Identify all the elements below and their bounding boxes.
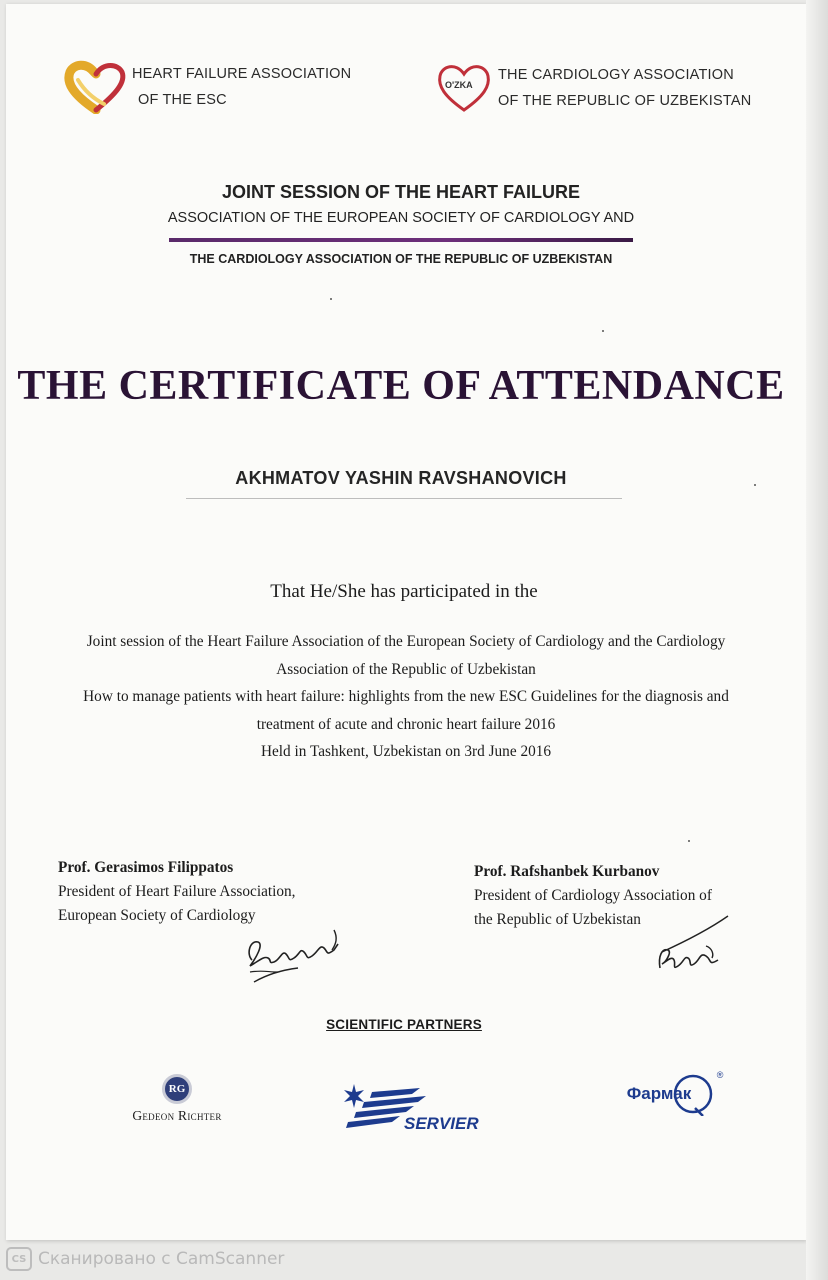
paper-speck	[602, 330, 604, 332]
uz-heart-icon	[436, 62, 492, 114]
paper-speck	[688, 840, 690, 842]
session-title-line3: THE CARDIOLOGY ASSOCIATION OF THE REPUBLIC OF UZBEKISTAN	[189, 252, 613, 266]
event-line: Joint session of the Heart Failure Association of the European Society of Cardiology and the Cardiology	[86, 633, 726, 650]
camscanner-watermark	[6, 1247, 284, 1271]
partner-farmak	[594, 1070, 724, 1104]
signatory-left	[58, 856, 295, 928]
session-title-line2: ASSOCIATION OF THE EUROPEAN SOCIETY OF CARDIOLOGY AND	[167, 210, 635, 226]
signatory-right-name: Prof. Rafshanbek Kurbanov	[474, 863, 660, 880]
gedeon-richter-emblem-icon	[162, 1074, 192, 1104]
farmak-ring-icon	[671, 1072, 715, 1116]
uz-badge-text: O'ZKA	[445, 80, 473, 90]
signature-left	[238, 920, 348, 990]
uz-logo-line1: THE CARDIOLOGY ASSOCIATION	[498, 67, 734, 83]
event-line: treatment of acute and chronic heart failure 2016	[256, 715, 556, 733]
signatory-left-role: European Society of Cardiology	[58, 907, 256, 924]
gedeon-richter-name: Gedeon Richter	[132, 1108, 222, 1123]
holder-name: AKHMATOV YASHIN RAVSHANOVICH	[235, 468, 567, 488]
servier-name: SERVIER	[404, 1114, 479, 1133]
gedeon-richter-mark: RG	[168, 1083, 186, 1095]
paper-speck	[330, 298, 332, 300]
session-title-line1: JOINT SESSION OF THE HEART FAILURE	[221, 182, 581, 202]
signature-right	[628, 912, 738, 982]
partners-heading: SCIENTIFIC PARTNERS	[326, 1017, 482, 1032]
event-line: How to manage patients with heart failure: highlights from the new ESC Guidelines for the diagnosis and	[83, 688, 729, 705]
scan-edge	[806, 0, 828, 1280]
farmak-registered-mark: ®	[716, 1070, 724, 1080]
partner-gedeon-richter	[102, 1074, 252, 1124]
uz-cardiology-logo	[436, 62, 751, 114]
certificate-page	[6, 4, 806, 1240]
participation-statement: That He/She has participated in the	[270, 581, 538, 602]
signatory-right-role: President of Cardiology Association of	[474, 887, 712, 904]
signatory-right-role: the Republic of Uzbekistan	[474, 911, 641, 928]
paper-speck	[754, 484, 756, 486]
esc-logo-line2: OF THE ESC	[138, 92, 227, 108]
name-underline	[186, 498, 622, 499]
session-divider	[169, 238, 633, 242]
certificate-title: THE CERTIFICATE OF ATTENDANCE	[17, 363, 785, 409]
esc-logo-line1: HEART FAILURE ASSOCIATION	[132, 66, 352, 82]
heart-logo-icon	[64, 60, 128, 114]
uz-logo-line2: OF THE REPUBLIC OF UZBEKISTAN	[498, 93, 752, 109]
signatory-left-name: Prof. Gerasimos Filippatos	[58, 859, 234, 876]
camscanner-text: Сканировано с CamScanner	[38, 1249, 285, 1269]
esc-hfa-logo	[64, 60, 351, 114]
event-line: Association of the Republic of Uzbekistan	[276, 660, 536, 678]
signatory-left-role: President of Heart Failure Association,	[58, 883, 296, 900]
camscanner-icon: CS	[6, 1247, 32, 1271]
event-line: Held in Tashkent, Uzbekistan on 3rd June 2016	[260, 743, 552, 760]
farmak-name: Фармак	[626, 1084, 692, 1103]
event-description	[26, 628, 786, 766]
